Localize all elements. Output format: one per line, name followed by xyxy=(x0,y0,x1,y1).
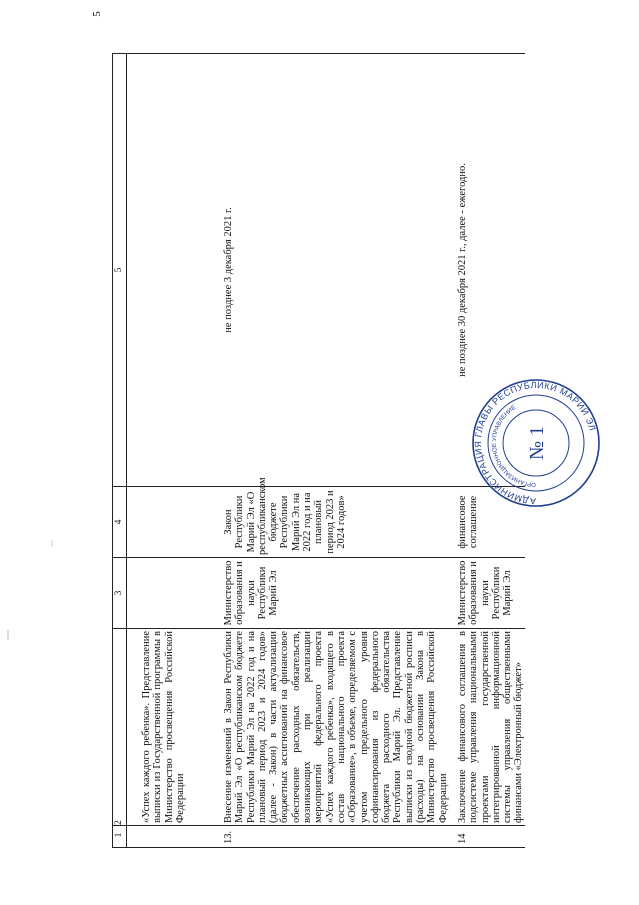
row-number: 14 xyxy=(449,826,525,848)
row-deadline xyxy=(127,54,207,487)
row-description: Заключение финансового соглашения в подсистеме управления национальными проектами государственной интегрированной информационной системы управления общественными финансами «Электронный бюджет» xyxy=(449,629,525,826)
header-col-5: 5 xyxy=(113,54,127,487)
header-col-3: 3 xyxy=(113,558,127,629)
row-executor: Министерство образования и науки Республики Марий Эл xyxy=(206,558,449,629)
stamp-outer-text: АДМИНИСТРАЦИЯ ГЛАВЫ РЕСПУБЛИКИ МАРИЙ ЭЛ xyxy=(472,379,598,507)
row-executor xyxy=(127,558,207,629)
row-executor: Министерство образования и науки Республики Марий Эл xyxy=(449,558,525,629)
header-col-1: 1 xyxy=(113,826,127,848)
row-deadline: не позднее 30 декабря 2021 г., далее - ежегодно. xyxy=(449,54,525,487)
row-number xyxy=(127,826,207,848)
page-number: 5 xyxy=(91,11,103,17)
row-document: финансовое соглашение xyxy=(449,487,525,558)
header-col-4: 4 xyxy=(113,487,127,558)
table-header-row xyxy=(113,54,127,848)
row-document xyxy=(127,487,207,558)
official-stamp-icon xyxy=(470,377,602,509)
row-description: Внесение изменений в Закон Республики Марий Эл «О республиканском бюджете Республики Марий Эл на 2022 год и на плановый период 2023 и 2024 годов» (далее - Закон) в части актуализации бюджетных ассигнований на финансовое обеспечение расходных обязательств, возникающих при реализации мероприятий федерального проекта «Успех каждого ребенка», входящего в состав национального проекта «Образование», в объеме, определяемом с учетом предельного уровня софинансирования из федерального бюджета расходного обязательства Республики Марий Эл. Представление выписки из сводной бюджетной росписи (расходы) на основании Закона в Министерство просвещения Российской Федерации xyxy=(206,629,449,826)
stamp-inner-text: ОРГАНИЗАЦИОННОЕ УПРАВЛЕНИЕ xyxy=(491,404,537,488)
action-plan-table xyxy=(112,53,525,848)
row-number: 13. xyxy=(206,826,449,848)
row-description: «Успех каждого ребенка». Представление выписки из Государственной программы в Министерство просвещения Российской Федерации xyxy=(127,629,207,826)
stamp-center-text: № 1 xyxy=(526,425,548,461)
header-col-2: 2 xyxy=(113,629,127,826)
table-row xyxy=(127,54,207,848)
row-document: Закон Республики Марий Эл «О республиканском бюджете Республики Марий Эл на 2022 год и на плановый период 2023 и 2024 годов» xyxy=(206,487,449,558)
table-row xyxy=(206,54,449,848)
row-deadline: не позднее 3 декабря 2021 г. xyxy=(206,54,449,487)
